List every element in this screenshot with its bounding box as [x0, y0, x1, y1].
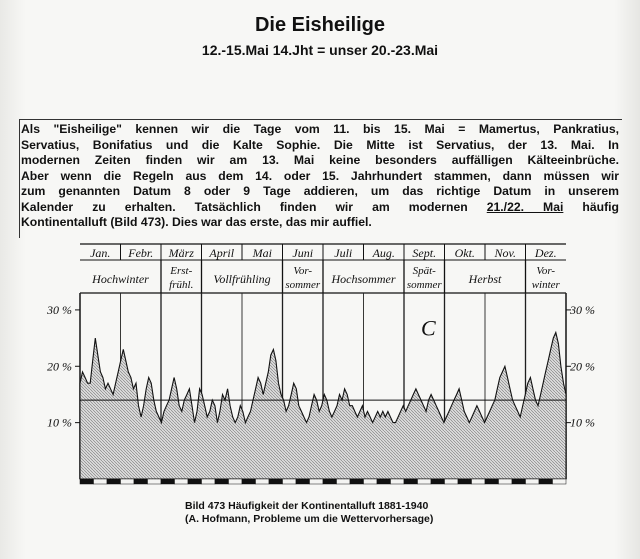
day-strip-block [296, 479, 310, 484]
season-label: winter [531, 279, 560, 291]
month-label: Nov. [494, 246, 516, 260]
day-strip-block [148, 479, 162, 484]
day-strip-block [161, 479, 175, 484]
day-strip-block [242, 479, 256, 484]
body-paragraph [21, 122, 619, 231]
day-strip-block [94, 479, 108, 484]
day-strip-block [445, 479, 459, 484]
season-label: Spät- [412, 265, 436, 277]
caption-line-2: (A. Hofmann, Probleme um die Wettervorhersage) [185, 513, 434, 525]
month-label: März [168, 246, 194, 260]
day-strip-block [337, 479, 351, 484]
paragraph-line: Aber wenn die Regeln aus dem 14. oder 15. Jahrhundert stammen, dann müssen wir [21, 168, 619, 183]
y-tick-label-right: 30 % [570, 302, 595, 317]
day-strip-block [391, 479, 405, 484]
paragraph-line: Servatius, Bonifatius und die Kalte Sophie. Die Mitte ist Servatius, der 13. Mai. In [21, 137, 619, 152]
day-strip-block [202, 479, 216, 484]
day-strip-block [175, 479, 189, 484]
month-label: Aug. [372, 246, 395, 260]
day-strip-block [323, 479, 337, 484]
panel-label: C [420, 315, 436, 341]
month-label: Sept. [412, 246, 437, 260]
day-strip-block [256, 479, 270, 484]
month-label: Juli [334, 246, 353, 260]
season-label: Vollfrühling [213, 272, 271, 286]
day-strip-block [377, 479, 391, 484]
day-strip-block [283, 479, 297, 484]
y-tick-label-left: 30 % [47, 302, 72, 317]
day-strip-block [526, 479, 540, 484]
day-strip-block [188, 479, 202, 484]
y-tick-label-left: 10 % [47, 415, 72, 430]
page-title: Die Eisheilige [254, 14, 386, 36]
paragraph-line: Kontinentalluft (Bild 473). Dies war das erste, das mir auffiel. [21, 215, 372, 229]
paragraph-line: zum genannten Datum 8 oder 9 Tage addieren, um das richtige Datum in unserem [21, 184, 619, 198]
day-strip-block [364, 479, 378, 484]
continental-air-chart [0, 236, 640, 496]
season-label: sommer [285, 279, 321, 291]
month-label: Juni [292, 246, 314, 260]
month-label: April [209, 246, 235, 260]
season-label: Vor- [536, 265, 556, 277]
paragraph-line: Als "Eisheilige" kennen wir die Tage vom 11. bis 15. Mai = Mamertus, Pankratius, [21, 122, 619, 136]
day-strip-block [512, 479, 526, 484]
y-tick-label-left: 20 % [47, 359, 72, 374]
month-label: Dez. [534, 246, 557, 260]
day-strip-block [215, 479, 229, 484]
day-strip-block [472, 479, 486, 484]
season-label: Hochwinter [92, 272, 149, 286]
day-strip-block [269, 479, 283, 484]
day-strip-block [539, 479, 553, 484]
day-strip-block [134, 479, 148, 484]
figure-caption [185, 500, 433, 526]
month-label: Mai [252, 246, 272, 260]
chart-figure [0, 236, 640, 496]
month-label: Jan. [90, 246, 111, 260]
day-strip-block [431, 479, 445, 484]
month-label: Okt. [454, 246, 475, 260]
day-strip-block [553, 479, 567, 484]
day-strip-block [121, 479, 135, 484]
page-subtitle: 12.-15.Mai 14.Jht = unser 20.-23.Mai [201, 42, 439, 58]
caption-line-1: Bild 473 Häufigkeit der Kontinentalluft 1881-1940 [185, 500, 429, 512]
day-strip-block [404, 479, 418, 484]
day-strip-block [499, 479, 513, 484]
day-strip-block [229, 479, 243, 484]
underlined-date: 21./22. Mai [486, 199, 564, 214]
season-label: Vor- [293, 265, 313, 277]
day-strip-block [107, 479, 121, 484]
day-strip-block [80, 479, 94, 484]
month-label: Febr. [128, 246, 154, 260]
day-strip-block [310, 479, 324, 484]
line6-start: Kalender zu erhalten. Tatsächlich finden wir am modernen [21, 199, 487, 214]
day-strip-block [350, 479, 364, 484]
paragraph-line-6 [21, 200, 619, 216]
line6-end: häufig [563, 199, 619, 214]
season-label: sommer [406, 279, 442, 291]
y-tick-label-right: 10 % [570, 415, 595, 430]
day-strip-block [458, 479, 472, 484]
day-strip-block [485, 479, 499, 484]
y-tick-label-right: 20 % [570, 359, 595, 374]
season-label: Hochsommer [331, 272, 396, 286]
paragraph-line: modernen Zeiten finden wir am 13. Mai keine besonders auffälligen Kälteeinbrüche. [21, 153, 619, 167]
season-label: Erst- [170, 265, 193, 277]
season-label: Herbst [468, 272, 502, 286]
day-strip-block [418, 479, 432, 484]
season-label: frühl. [169, 279, 194, 291]
